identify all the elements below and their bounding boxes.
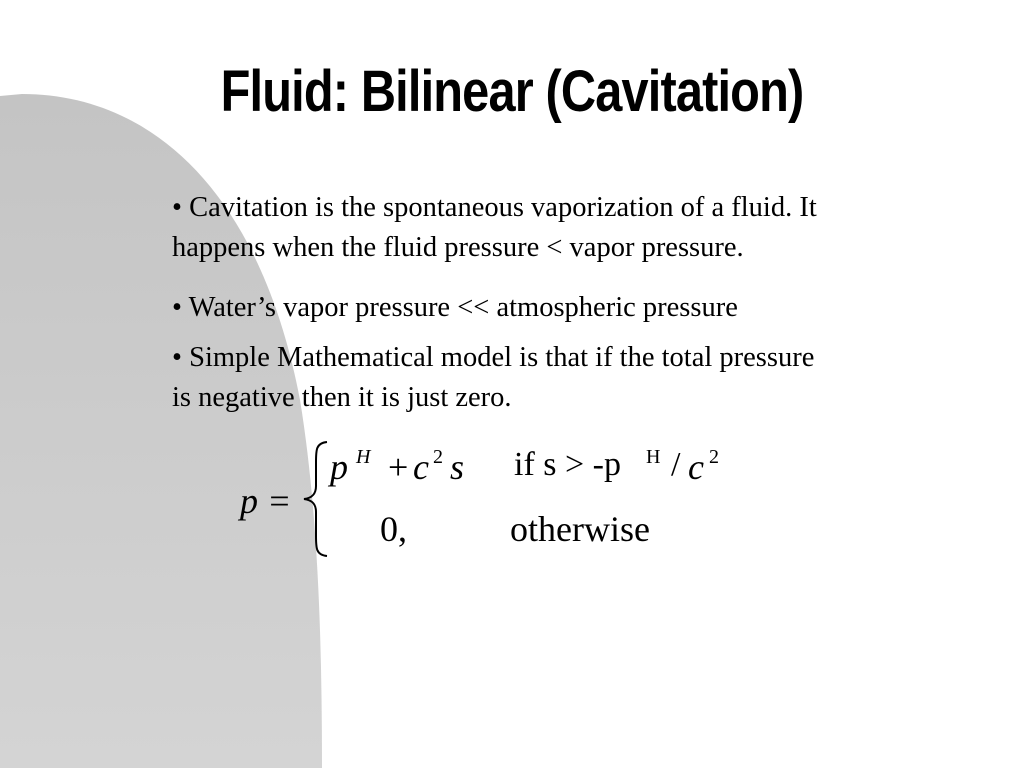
case2-condition: otherwise	[510, 509, 650, 549]
bullet-math-model	[172, 338, 972, 418]
left-brace-icon	[302, 440, 330, 558]
case1-p-superscript: H	[356, 446, 371, 468]
case1-p: p	[330, 447, 348, 487]
bullet-line: happens when the fluid pressure < vapor pressure.	[172, 232, 744, 263]
bullet-line: • Water’s vapor pressure << atmospheric pressure	[172, 292, 738, 323]
case1-condition-superscript: H	[646, 446, 661, 468]
equation-lhs: p =	[240, 481, 292, 521]
slide-title: Fluid: Bilinear (Cavitation)	[220, 59, 804, 124]
bullet-line: • Simple Mathematical model is that if the total pressure	[172, 342, 815, 373]
case1-plus: +	[388, 447, 409, 487]
bullet-vapor-pressure	[172, 288, 972, 328]
bullet-list	[172, 188, 972, 438]
case2-value: 0,	[380, 509, 407, 549]
bullet-line: • Cavitation is the spontaneous vaporization of a fluid. It	[172, 192, 817, 223]
case1-condition: if s > -p	[514, 446, 621, 483]
case1-c-superscript: 2	[433, 446, 443, 468]
case1-s: s	[450, 447, 465, 487]
case1-c2: c	[688, 447, 704, 487]
bullet-cavitation	[172, 188, 972, 268]
case1-c2-superscript: 2	[709, 446, 719, 468]
bullet-line: is negative then it is just zero.	[172, 382, 512, 413]
case1-slash: /	[671, 446, 681, 483]
case1-c: c	[413, 447, 429, 487]
